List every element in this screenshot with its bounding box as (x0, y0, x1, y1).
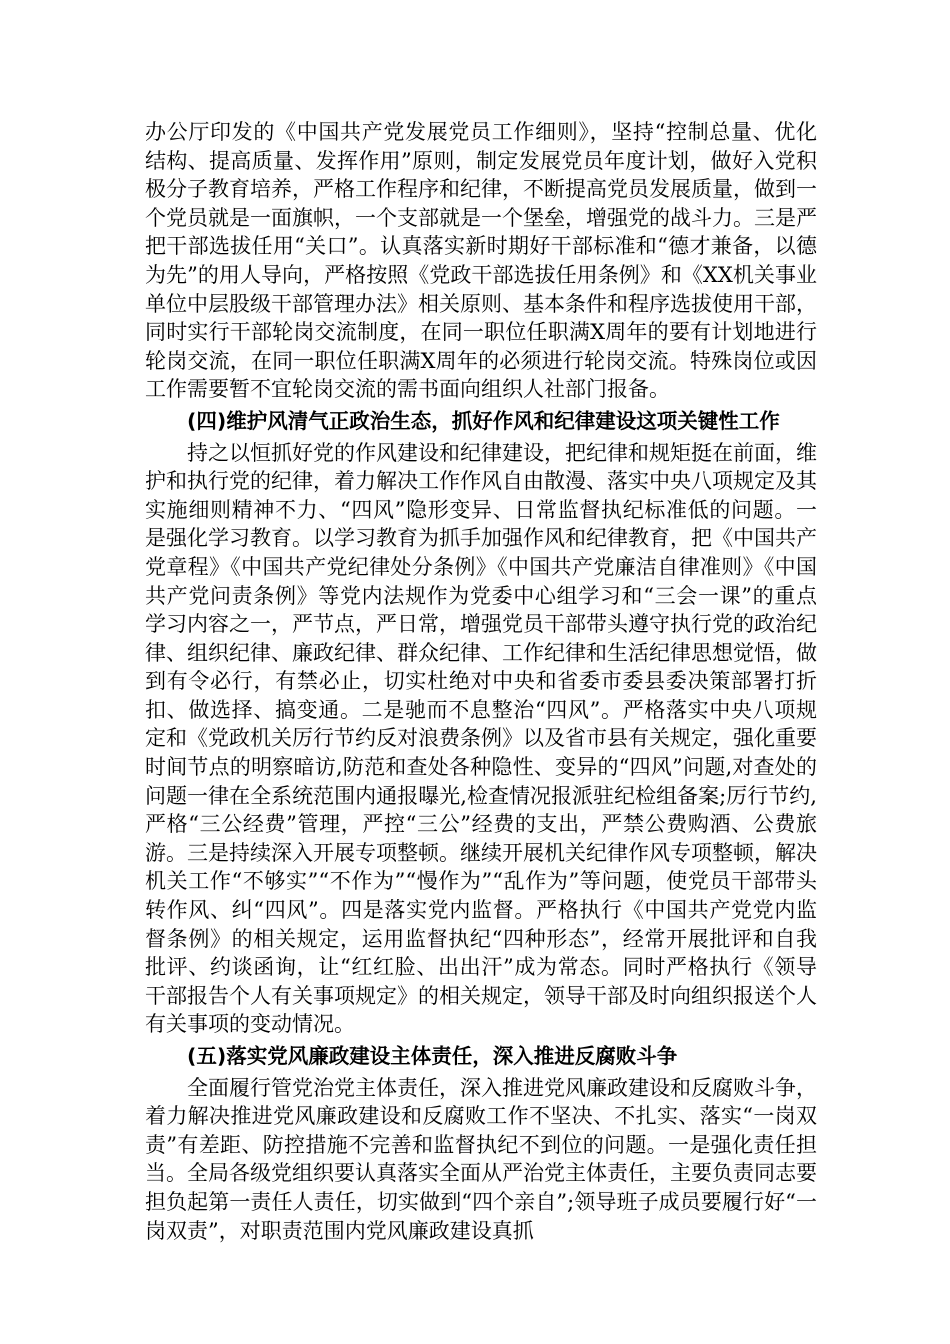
paragraph-section-4: 持之以恒抓好党的作风建设和纪律建设，把纪律和规矩挺在前面，维护和执行党的纪律，着力解决工作作风自由散漫、落实中央八项规定及其实施细则精神不力、“四风”隐形变异、日常监督执纪标准低的问题。一是强化学习教育。以学习教育为抓手加强作风和纪律教育，把《中国共产党章程》《中国共产党纪律处分条例》《中国共产党廉洁自律准则》《中国共产党问责条例》等党内法规作为党委中心组学习和“三会一课”的重点学习内容之一，严节点，严日常，增强党员干部带头遵守执行党的政治纪律、组织纪律、廉政纪律、群众纪律、工作纪律和生活纪律思想觉悟，做到有令必行，有禁必止，切实杜绝对中央和省委市委县委决策部署打折扣、做选择、搞变通。二是驰而不息整治“四风”。严格落实中央八项规定和《党政机关厉行节约反对浪费条例》以及省市县有关规定，强化重要时间节点的明察暗访,防范和查处各种隐性、变异的“四风”问题,对查处的问题一律在全系统范围内通报曝光,检查情况报派驻纪检组备案;厉行节约,严格“三公经费”管理，严控“三公”经费的支出，严禁公费购酒、公费旅游。三是持续深入开展专项整顿。继续开展机关纪律作风专项整顿，解决机关工作“不够实”“不作为”“慢作为”“乱作为”等问题，使党员干部带头转作风、纠“四风”。四是落实党内监督。严格执行《中国共产党党内监督条例》的相关规定，运用监督执纪“四种形态”，经常开展批评和自我批评、约谈函询，让“红红脸、出出汗”成为常态。同时严格执行《领导干部报告个人有关事项规定》的相关规定，领导干部及时向组织报送个人有关事项的变动情况。 (145, 440, 817, 1037)
document-page (145, 118, 817, 1245)
section-heading-5: (五)落实党风廉政建设主体责任，深入推进反腐败斗争 (187, 1044, 678, 1068)
paragraph-section-5: 全面履行管党治党主体责任，深入推进党风廉政建设和反腐败斗争，着力解决推进党风廉政建设和反腐败工作不坚决、不扎实、落实“一岗双责”有差距、防控措施不完善和监督执纪不到位的问题。一是强化责任担当。全局各级党组织要认真落实全面从严治党主体责任，主要负责同志要担负起第一责任人责任，切实做到“四个亲自”;领导班子成员要履行好“一岗双责”，对职责范围内党风廉政建设真抓 (145, 1075, 817, 1243)
section-heading-4: (四)维护风清气正政治生态，抓好作风和纪律建设这项关键性工作 (187, 408, 780, 433)
paragraph-intro: 办公厅印发的《中国共产党发展党员工作细则》，坚持“控制总量、优化结构、提高质量、发挥作用”原则，制定发展党员年度计划，做好入党积极分子教育培养，严格工作程序和纪律，不断提高党员发展质量，做到一个党员就是一面旗帜，一个支部就是一个堡垒，增强党的战斗力。三是严把干部选拔任用“关口”。认真落实新时期好干部标准和“德才兼备，以德为先”的用人导向，严格按照《党政干部选拔任用条例》和《XX机关事业单位中层股级干部管理办法》相关原则、基本条件和程序选拔使用干部，同时实行干部轮岗交流制度，在同一职位任职满X周年的要有计划地进行轮岗交流，在同一职位任职满X周年的必须进行轮岗交流。特殊岗位或因工作需要暂不宜轮岗交流的需书面向组织人社部门报备。 (145, 120, 817, 402)
